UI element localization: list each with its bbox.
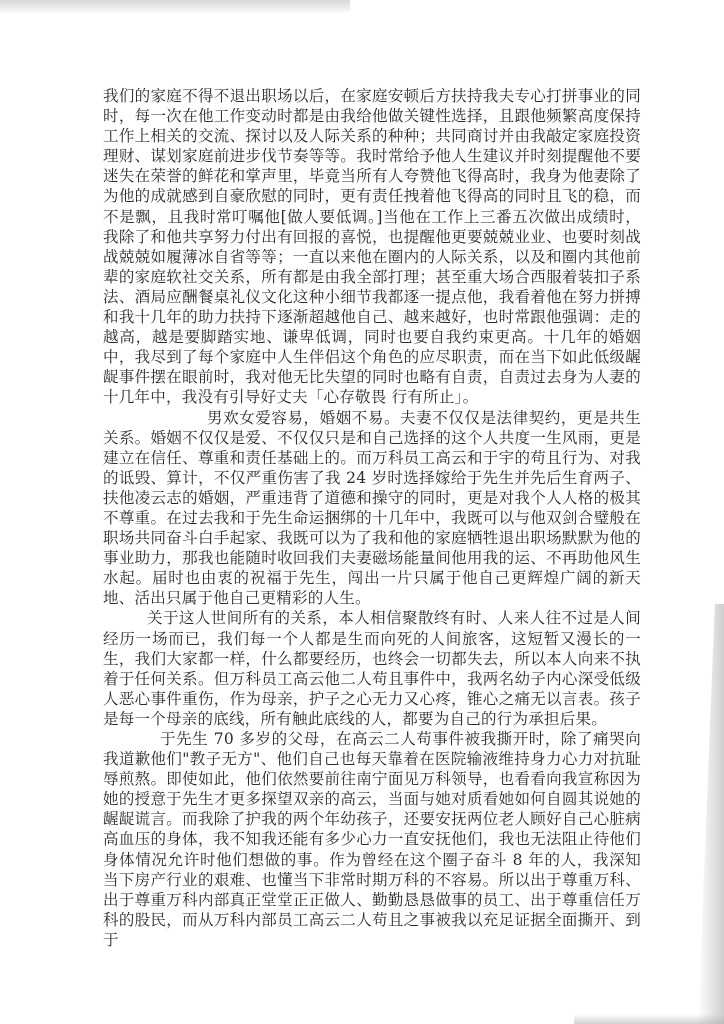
paragraph-3: 关于这人世间所有的关系，本人相信聚散终有时、人来人往不过是人间经历一场而已，我们每一个人都是生而向死的人间旅客，这短暂又漫长的一生，我们大家都一样，什么都要经历，也终会一切都失去，所以本人向来不执着于任何关系。但万科员工高云他二人苟且事件中，我两名幼子内心深受低级人恶心事件重伤，作为母亲，护子之心无力又心疼，锥心之痛无以言表。孩子是每一个母亲的底线，所有触此底线的人，都要为自己的行为承担后果。 [103, 609, 641, 728]
scan-edge-top-shadow [0, 0, 350, 14]
scan-edge-bottom-shadow [574, 1014, 724, 1024]
letter-body [103, 86, 641, 950]
scan-edge-right-shadow [698, 604, 724, 1024]
paragraph-1: 我们的家庭不得不退出职场以后，在家庭安顿后方扶持我夫专心打拼事业的同时，每一次在他工作变动时都是由我给他做关键性选择，且跟他频繁高度保持工作上相关的交流、探讨以及人际关系的种种；共同商讨并由我敲定家庭投资理财、谋划家庭前进步伐节奏等等。我时常给予他人生建议并时刻提醒他不要迷失在荣誉的鲜花和掌声里，毕竟当所有人夸赞他飞得高时，我身为他妻除了为他的成就感到自豪欣慰的同时，更有责任拽着他飞得高的同时且飞的稳，而不是飘，且我时常叮嘱他[做人要低调。]当他在工作上三番五次做出成绩时，我除了和他共享努力付出有回报的喜悦，也提醒他更要兢兢业业、也要时刻战战兢兢如履薄冰自省等等；一直以来他在圈内的人际关系，以及和圈内其他前辈的家庭软社交关系，所有都是由我全部打理；甚至重大场合西服着装扣子系法、酒局应酬餐桌礼仪文化这种小细节我都逐一提点他，我看着他在努力拼搏和我十几年的助力扶持下逐渐超越他自己、越来越好，也时常跟他强调：走的越高，越是要脚踏实地、谦卑低调，同时也要自我约束更高。十几年的婚姻中，我尽到了每个家庭中人生伴侣这个角色的应尽职责，而在当下如此低级龌龊事件摆在眼前时，我对他无比失望的同时也略有自责，自责过去身为人妻的十几年中，我没有引导好丈夫「心存敬畏 行有所止」。 [103, 87, 641, 407]
paragraph-2: 男欢女爱容易，婚姻不易。夫妻不仅仅是法律契约，更是共生关系。婚姻不仅仅是爱、不仅仅只是和自己选择的这个人共度一生风雨，更是建立在信任、尊重和责任基础上的。而万科员工高云和于宇的苟且行为、对我的诋毁、算计，不仅严重伤害了我 24 岁时选择嫁给于先生并先后生育两子、扶他凌云志的婚姻，严重违背了道德和操守的同时，更是对我个人人格的极其不尊重。在过去我和于先生命运捆绑的十几年中，我既可以与他双剑合璧般在职场共同奋斗白手起家、我既可以为了我和他的家庭牺牲退出职场默默为他的事业助力，那我也能随时收回我们夫妻磁场能量间他用我的运、不再助他风生水起。届时也由衷的祝福于先生，闯出一片只属于他自己更辉煌广阔的新天地、活出只属于他自己更精彩的人生。 [103, 408, 641, 608]
paragraph-4: 于先生 70 多岁的父母，在高云二人苟事件被我撕开时，除了痛哭向我道歉他们"教子无方"、他们自己也每天靠着在医院输液维持身力心力对抗耻辱煎熬。即使如此，他们依然要前往南宁面见万科领导，也看看向我宣称因为她的授意于先生才更多探望双亲的高云，当面与她对质看她如何自圆其说她的龌龊谎言。而我除了护我的两个年幼孩子，还要安抚两位老人顾好自己心脏病高血压的身体，我不知我还能有多少心力一直安抚他们，我也无法阻止待他们身体情况允许时他们想做的事。作为曾经在这个圈子奋斗 8 年的人，我深知当下房产行业的艰难、也懂当下非常时期万科的不容易。所以出于尊重万科、出于尊重万科内部真正堂堂正正做人、勤勤恳恳做事的员工、出于尊重信任万科的股民，而从万科内部员工高云二人苟且之事被我以充足证据全面撕开、到于 [103, 730, 641, 949]
